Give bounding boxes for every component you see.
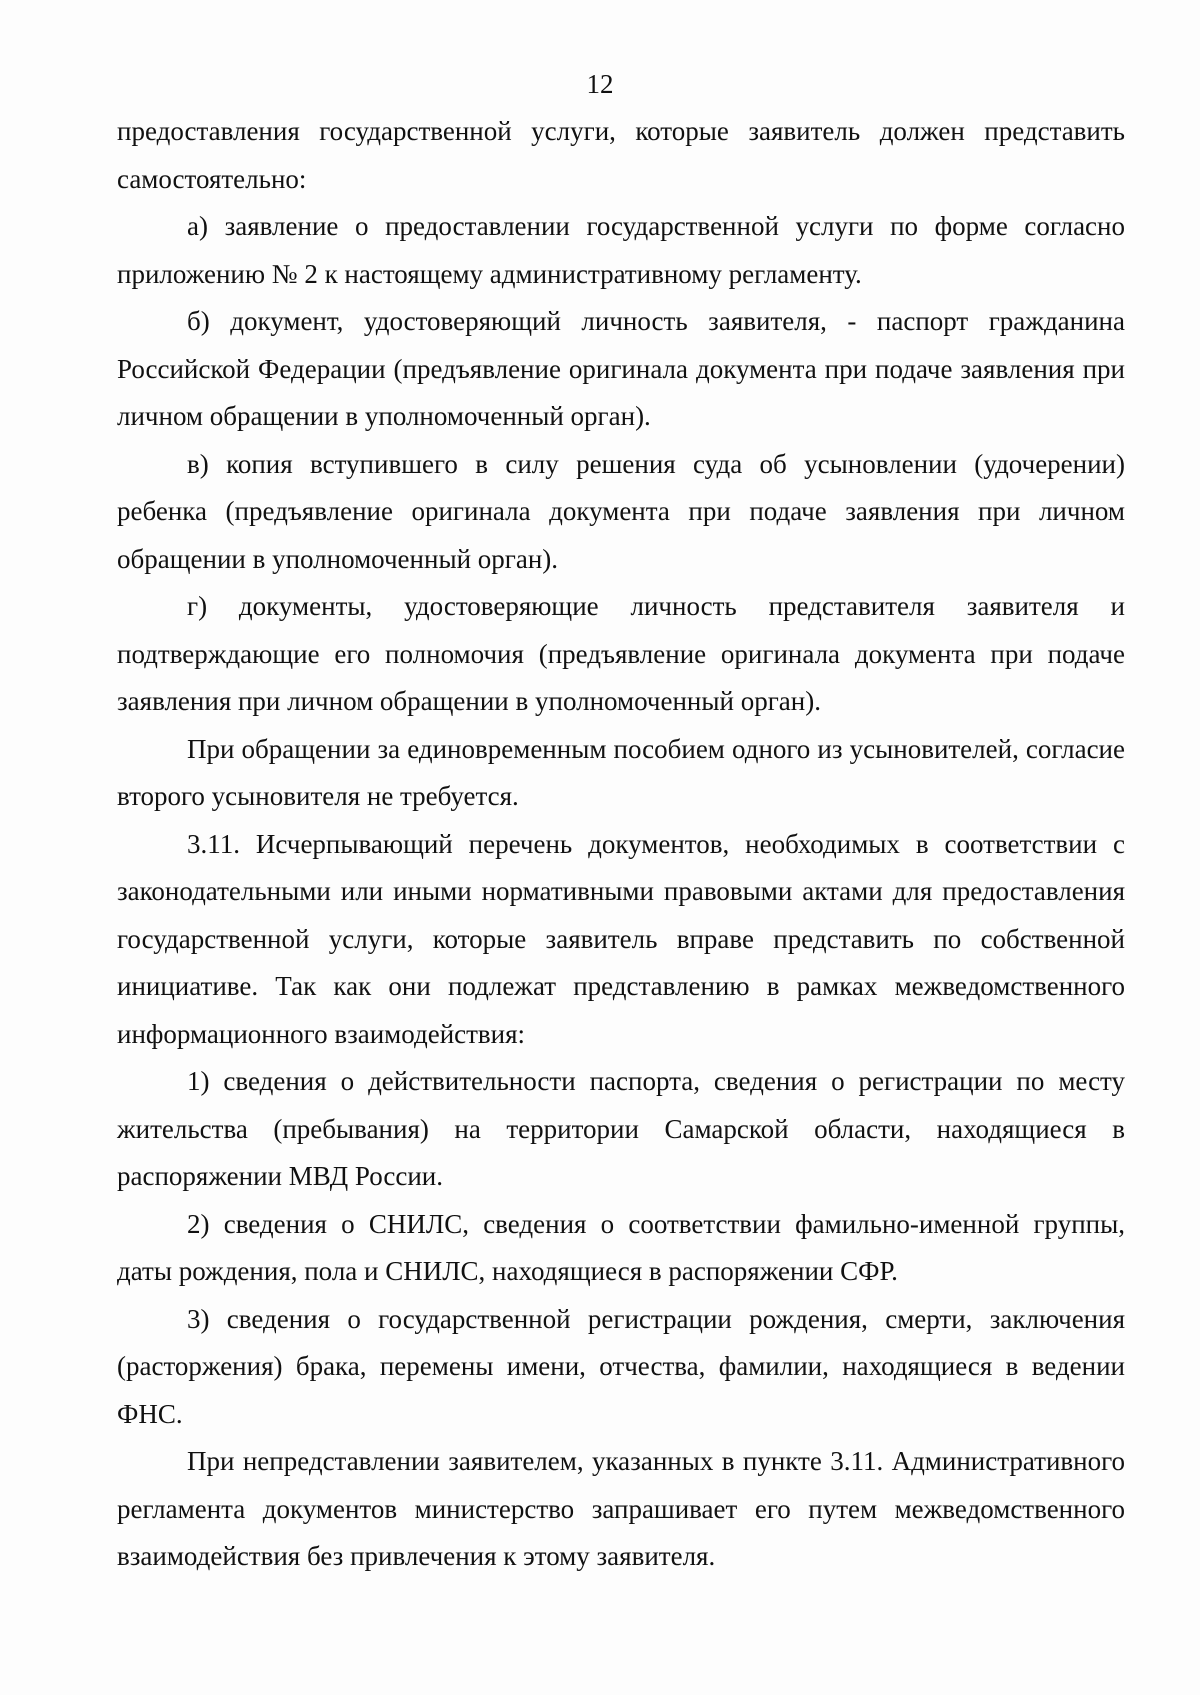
paragraph-section-3-11: 3.11. Исчерпывающий перечень документов, необходимых в соответствии с законодательными или иными нормативными правовыми актами для предоставления государственной услуги, которые заявитель вправе представить по собственной инициативе. Так как они подлежат представлению в рамках межведомственного информационного взаимодействия: [117,828,1125,1049]
paragraph-item-2: 2) сведения о СНИЛС, сведения о соответствии фамильно-именной группы, даты рождения, пола и СНИЛС, находящиеся в распоряжении СФР. [117,1208,1125,1286]
page-number: 12 [586,69,614,99]
paragraph-item-a: а) заявление о предоставлении государственной услуги по форме согласно приложению № 2 к настоящему административному регламенту. [117,211,1125,289]
paragraph-continuation: предоставления государственной услуги, которые заявитель должен представить самостоятельно: [117,116,1125,194]
paragraph-item-b: б) документ, удостоверяющий личность заявителя, - паспорт гражданина Российской Федерации (предъявление оригинала документа при подаче заявления при личном обращении в уполномоченный орган). [117,306,1125,431]
body-text [117,108,1125,1581]
paragraph-item-v: в) копия вступившего в силу решения суда об усыновлении (удочерении) ребенка (предъявление оригинала документа при подаче заявления при личном обращении в уполномоченный орган). [117,448,1125,574]
paragraph-item-1: 1) сведения о действительности паспорта, сведения о регистрации по месту жительства (пребывания) на территории Самарской области, находящиеся в распоряжении МВД России. [117,1066,1125,1191]
paragraph-item-3: 3) сведения о государственной регистрации рождения, смерти, заключения (расторжения) брака, перемены имени, отчества, фамилии, находящиеся в ведении ФНС. [117,1303,1125,1429]
paragraph-adopters-consent: При обращении за единовременным пособием одного из усыновителей, согласие второго усыновителя не требуется. [117,733,1125,811]
paragraph-item-g: г) документы, удостоверяющие личность представителя заявителя и подтверждающие его полномочия (предъявление оригинала документа при подаче заявления при личном обращении в уполномоченный орган). [117,591,1125,716]
paragraph-non-submission: При непредставлении заявителем, указанных в пункте 3.11. Административного регламента документов министерство запрашивает его путем межведомственного взаимодействия без привлечения к этому заявителя. [117,1446,1125,1571]
